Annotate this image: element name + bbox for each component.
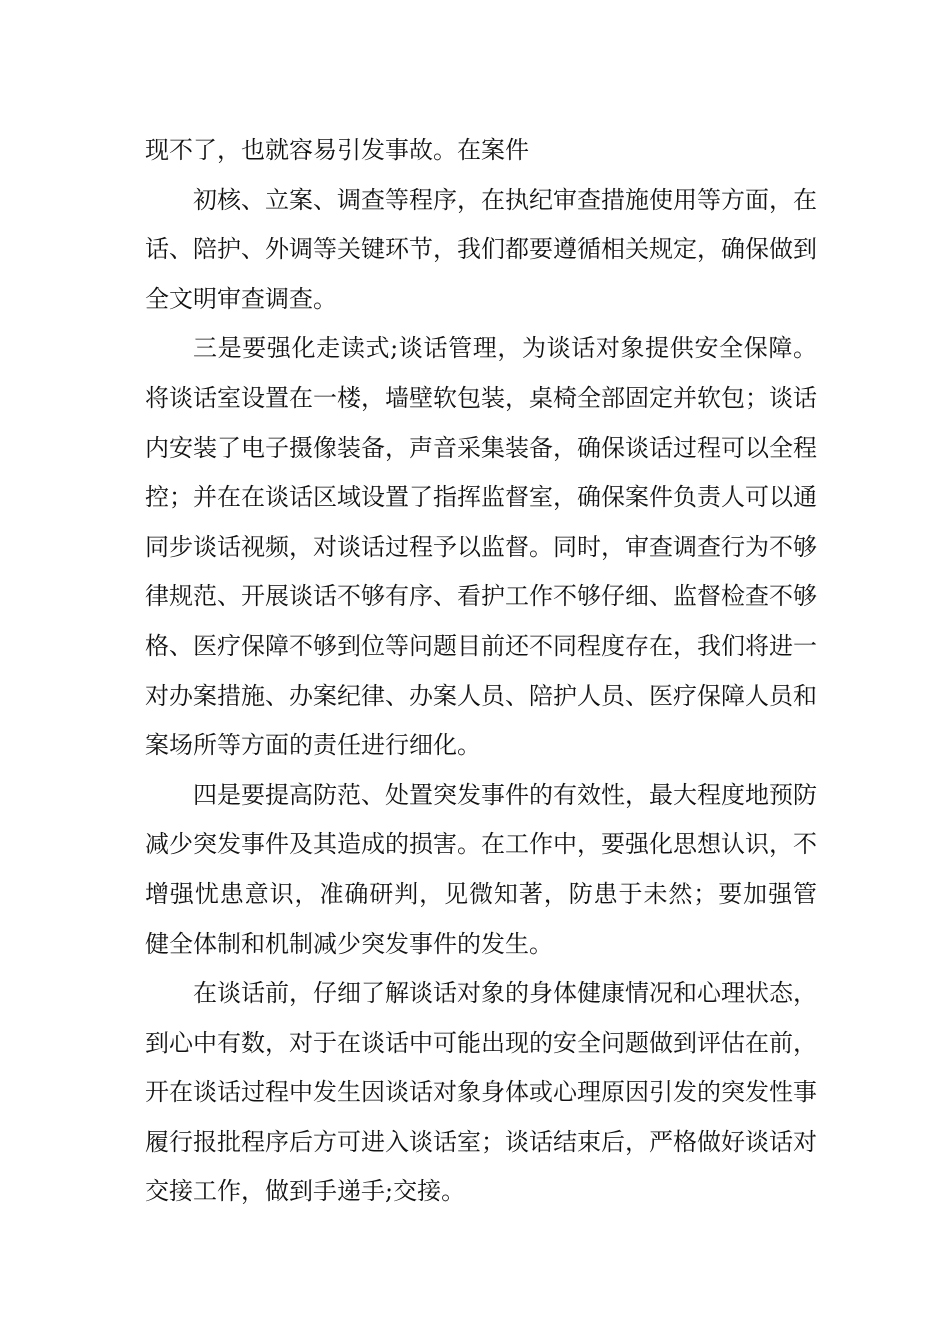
paragraph-3-line-7: 格、医疗保障不够到位等问题目前还不同程度存在，我们将进一 bbox=[145, 631, 817, 660]
paragraph-1-line-1: 现不了，也就容易引发事故。在案件 bbox=[145, 136, 529, 164]
paragraph-2-line-1: 初核、立案、调查等程序，在执纪审查措施使用等方面，在 bbox=[193, 185, 817, 214]
paragraph-2-line-3: 全文明审查调查。 bbox=[145, 284, 337, 313]
paragraph-5-line-1: 在谈话前，仔细了解谈话对象的身体健康情况和心理状态， bbox=[193, 979, 817, 1008]
paragraph-4-line-3: 增强忧患意识，准确研判，见微知著，防患于未然；要加强管 bbox=[145, 879, 817, 908]
document-body bbox=[145, 126, 817, 1217]
paragraph-5-line-5: 交接工作，做到手递手;交接。 bbox=[145, 1177, 466, 1206]
paragraph-5-line-4: 履行报批程序后方可进入谈话室；谈话结束后，严格做好谈话对 bbox=[145, 1127, 817, 1156]
paragraph-3-line-4: 控；并在在谈话区域设置了指挥监督室，确保案件负责人可以通 bbox=[145, 483, 817, 512]
paragraph-3-line-2: 将谈话室设置在一楼，墙壁软包装，桌椅全部固定并软包；谈话 bbox=[145, 383, 817, 412]
paragraph-3-line-1: 三是要强化走读式;谈话管理，为谈话对象提供安全保障。 bbox=[193, 334, 817, 363]
paragraph-3-line-5: 同步谈话视频，对谈话过程予以监督。同时，审查调查行为不够 bbox=[145, 532, 817, 561]
paragraph-4-line-4: 健全体制和机制减少突发事件的发生。 bbox=[145, 929, 553, 958]
paragraph-5-line-3: 开在谈话过程中发生因谈话对象身体或心理原因引发的突发性事 bbox=[145, 1078, 817, 1107]
paragraph-3-line-6: 律规范、开展谈话不够有序、看护工作不够仔细、监督检查不够 bbox=[145, 582, 817, 611]
paragraph-3-line-3: 内安装了电子摄像装备，声音采集装备，确保谈话过程可以全程 bbox=[145, 433, 817, 462]
paragraph-3-line-8: 对办案措施、办案纪律、办案人员、陪护人员、医疗保障人员和 bbox=[145, 681, 817, 710]
paragraph-3-line-9: 案场所等方面的责任进行细化。 bbox=[145, 731, 481, 760]
paragraph-5-line-2: 到心中有数，对于在谈话中可能出现的安全问题做到评估在前， bbox=[145, 1028, 817, 1057]
paragraph-2-line-2: 话、陪护、外调等关键环节，我们都要遵循相关规定，确保做到 bbox=[145, 235, 817, 264]
paragraph-4-line-2: 减少突发事件及其造成的损害。在工作中，要强化思想认识，不 bbox=[145, 830, 817, 859]
paragraph-4-line-1: 四是要提高防范、处置突发事件的有效性，最大程度地预防 bbox=[193, 780, 817, 809]
